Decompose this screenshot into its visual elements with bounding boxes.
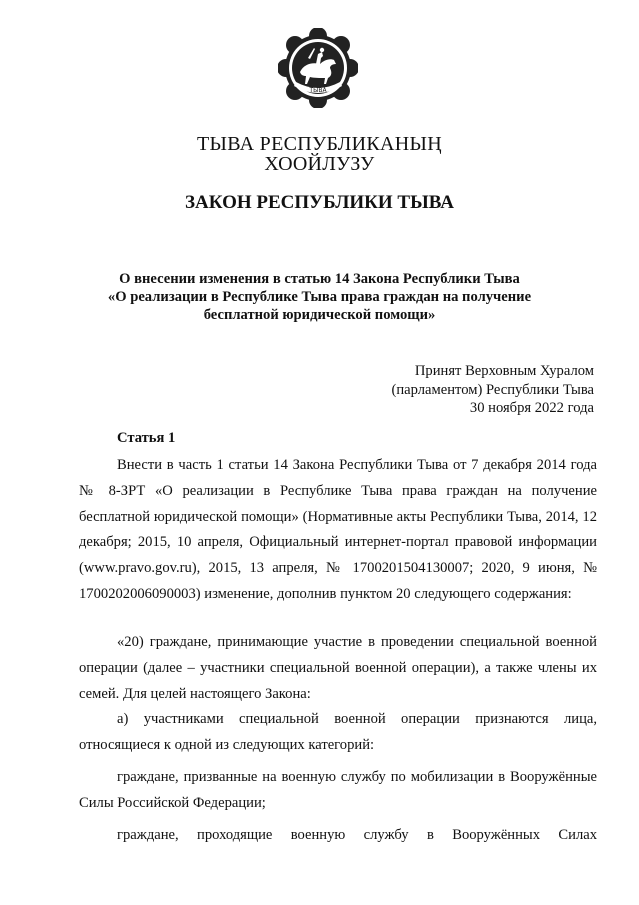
paragraph-text: «20) граждане, принимающие участие в проведении специальной военной операции (далее – участники специальной военной операции), а также члены их семей. Для целей настоящего Закона:	[79, 634, 597, 702]
article-heading: Статья 1	[117, 430, 176, 446]
paragraph-text: граждане, проходящие военную службу в Вооружённых Силах	[117, 827, 597, 843]
org-name-line1: ТЫВА РЕСПУБЛИКАНЫҢ	[197, 133, 442, 155]
paragraph-text: граждане, призванные на военную службу по мобилизации в Вооружённые Силы Российской Федерации;	[79, 769, 597, 811]
law-subject-line1: О внесении изменения в статью 14 Закона Республики Тыва	[119, 271, 520, 287]
paragraph-subitem-a	[79, 707, 597, 759]
emblem-label: ТЫВА	[309, 87, 327, 94]
paragraph-text: Внести в часть 1 статьи 14 Закона Республики Тыва от 7 декабря 2014 года № 8-ЗРТ «О реализации в Республике Тыва права граждан на получение бесплатной юридической помощи» (Нормативные акты Республики Тыва, 2014, 12 декабря; 2015, 10 апреля, Официальный интернет-портал правовой информации (www.pravo.gov.ru), 2015, 13 апреля, № 1700201504130007; 2020, 9 июня, № 1700202006090003) изменение, дополнив пунктом 20 следующего содержания:	[79, 457, 597, 602]
adoption-line1: Принят Верховным Хуралом	[414, 363, 594, 379]
adoption-line2: (парламентом) Республики Тыва	[391, 381, 594, 398]
org-name-line2: ХООЙЛУЗУ	[264, 153, 375, 175]
adoption-date: 30 ноября 2022 года	[469, 400, 594, 416]
law-title: ЗАКОН РЕСПУБЛИКИ ТЫВА	[185, 192, 454, 213]
paragraph-text: а) участниками специальной военной операции признаются лица, относящиеся к одной из следующих категорий:	[79, 711, 597, 753]
paragraph-item-20	[79, 630, 597, 707]
tuva-coat-of-arms-icon	[278, 28, 358, 108]
paragraph-amendment	[79, 453, 597, 608]
paragraph-servicemen	[79, 823, 597, 849]
law-subject-line3: бесплатной юридической помощи»	[203, 307, 436, 323]
law-subject	[60, 270, 579, 324]
paragraph-mobilized	[79, 765, 597, 817]
law-subject-line2: «О реализации в Республике Тыва права граждан на получение	[107, 289, 532, 305]
adoption-note	[294, 362, 594, 418]
